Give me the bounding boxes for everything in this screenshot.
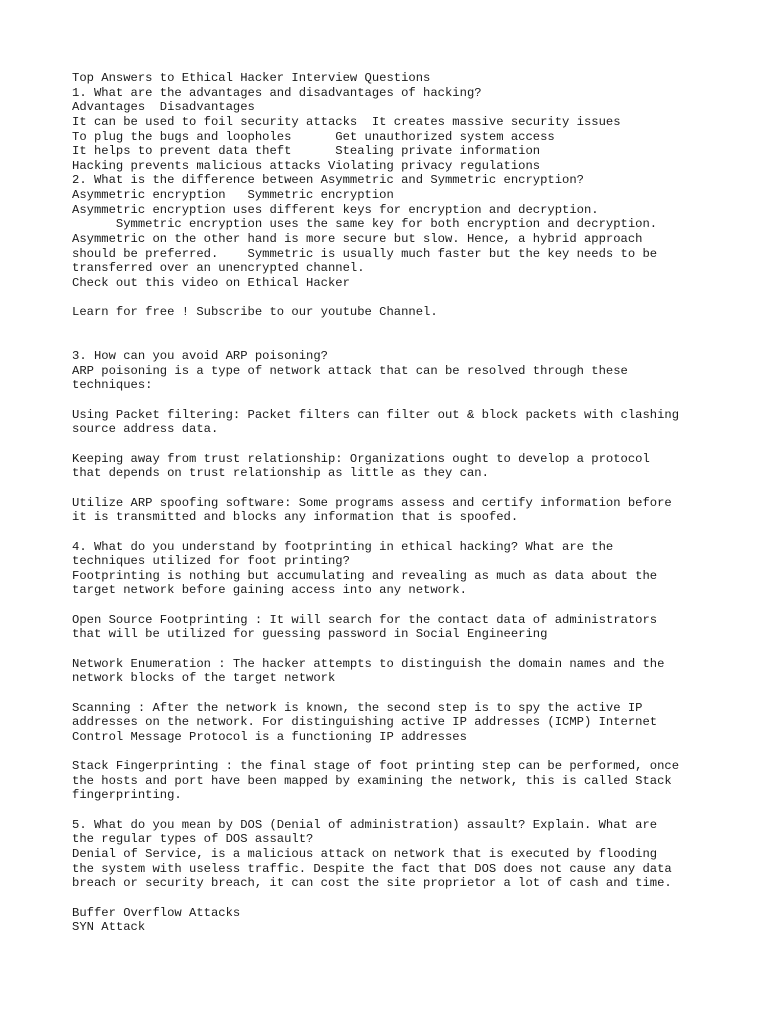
- text-line: Control Message Protocol is a functioning IP addresses: [72, 729, 467, 744]
- text-line: Scanning : After the network is known, the second step is to spy the active IP: [72, 700, 643, 715]
- text-line: target network before gaining access into any network.: [72, 583, 467, 598]
- text-line: that will be utilized for guessing password in Social Engineering: [72, 627, 548, 642]
- text-line: Asymmetric encryption Symmetric encryption: [72, 188, 394, 203]
- text-line: fingerprinting.: [72, 788, 182, 803]
- text-line: ARP poisoning is a type of network attack that can be resolved through these: [72, 363, 628, 378]
- text-line: source address data.: [72, 422, 219, 437]
- blank-line: [72, 642, 712, 657]
- text-line: Symmetric encryption uses the same key for both encryption and decryption.: [72, 217, 658, 232]
- text-line: To plug the bugs and loopholes Get unauthorized system access: [72, 129, 555, 144]
- text-line: It helps to prevent data theft Stealing private information: [72, 144, 541, 159]
- text-line: Keeping away from trust relationship: Organizations ought to develop a protocol: [72, 451, 650, 466]
- text-line: network blocks of the target network: [72, 671, 336, 686]
- text-line: techniques:: [72, 378, 153, 393]
- blank-line: [72, 744, 712, 759]
- text-line: addresses on the network. For distinguishing active IP addresses (ICMP) Internet: [72, 715, 658, 730]
- blank-line: [72, 803, 712, 818]
- text-line: the hosts and port have been mapped by examining the network, this is called Stack: [72, 773, 672, 788]
- text-line: breach or security breach, it can cost the site proprietor a lot of cash and time.: [72, 876, 672, 891]
- blank-line: [72, 437, 712, 452]
- text-line: Using Packet filtering: Packet filters can filter out & block packets with clashing: [72, 407, 680, 422]
- text-line: 5. What do you mean by DOS (Denial of administration) assault? Explain. What are: [72, 817, 658, 832]
- text-line: Asymmetric encryption uses different keys for encryption and decryption.: [72, 202, 599, 217]
- text-line: Learn for free ! Subscribe to our youtube Channel.: [72, 305, 438, 320]
- text-line: it is transmitted and blocks any information that is spoofed.: [72, 510, 519, 525]
- text-line: 3. How can you avoid ARP poisoning?: [72, 349, 328, 364]
- blank-line: [72, 320, 712, 335]
- blank-line: [72, 481, 712, 496]
- blank-line: [72, 393, 712, 408]
- text-line: 1. What are the advantages and disadvantages of hacking?: [72, 85, 482, 100]
- text-line: should be preferred. Symmetric is usually much faster but the key needs to be: [72, 246, 658, 261]
- blank-line: [72, 525, 712, 540]
- text-line: Utilize ARP spoofing software: Some programs assess and certify information before: [72, 495, 672, 510]
- text-line: Network Enumeration : The hacker attempts to distinguish the domain names and the: [72, 656, 665, 671]
- text-line: Denial of Service, is a malicious attack on network that is executed by flooding: [72, 846, 658, 861]
- text-line: the regular types of DOS assault?: [72, 832, 314, 847]
- blank-line: [72, 291, 712, 306]
- text-line: that depends on trust relationship as little as they can.: [72, 466, 489, 481]
- text-line: SYN Attack: [72, 920, 146, 935]
- text-line: the system with useless traffic. Despite the fact that DOS does not cause any data: [72, 861, 672, 876]
- text-line: Asymmetric on the other hand is more secure but slow. Hence, a hybrid approach: [72, 232, 643, 247]
- text-line: Top Answers to Ethical Hacker Interview Questions: [72, 71, 431, 85]
- text-line: Footprinting is nothing but accumulating and revealing as much as data about the: [72, 568, 658, 583]
- text-line: techniques utilized for foot printing?: [72, 554, 350, 569]
- text-line: 2. What is the difference between Asymmetric and Symmetric encryption?: [72, 173, 584, 188]
- text-line: Hacking prevents malicious attacks Violating privacy regulations: [72, 158, 541, 173]
- blank-line: [72, 891, 712, 906]
- blank-line: [72, 598, 712, 613]
- blank-line: [72, 686, 712, 701]
- blank-line: [72, 335, 712, 350]
- text-line: transferred over an unencrypted channel.: [72, 261, 365, 276]
- document-body: [72, 71, 712, 935]
- text-line: 4. What do you understand by footprinting in ethical hacking? What are the: [72, 539, 614, 554]
- text-line: Open Source Footprinting : It will search for the contact data of administrators: [72, 612, 658, 627]
- text-line: It can be used to foil security attacks It creates massive security issues: [72, 114, 621, 129]
- text-line: Stack Fingerprinting : the final stage of foot printing step can be performed, once: [72, 759, 680, 774]
- text-line: Advantages Disadvantages: [72, 100, 255, 115]
- text-line: Check out this video on Ethical Hacker: [72, 275, 350, 290]
- text-line: Buffer Overflow Attacks: [72, 905, 241, 920]
